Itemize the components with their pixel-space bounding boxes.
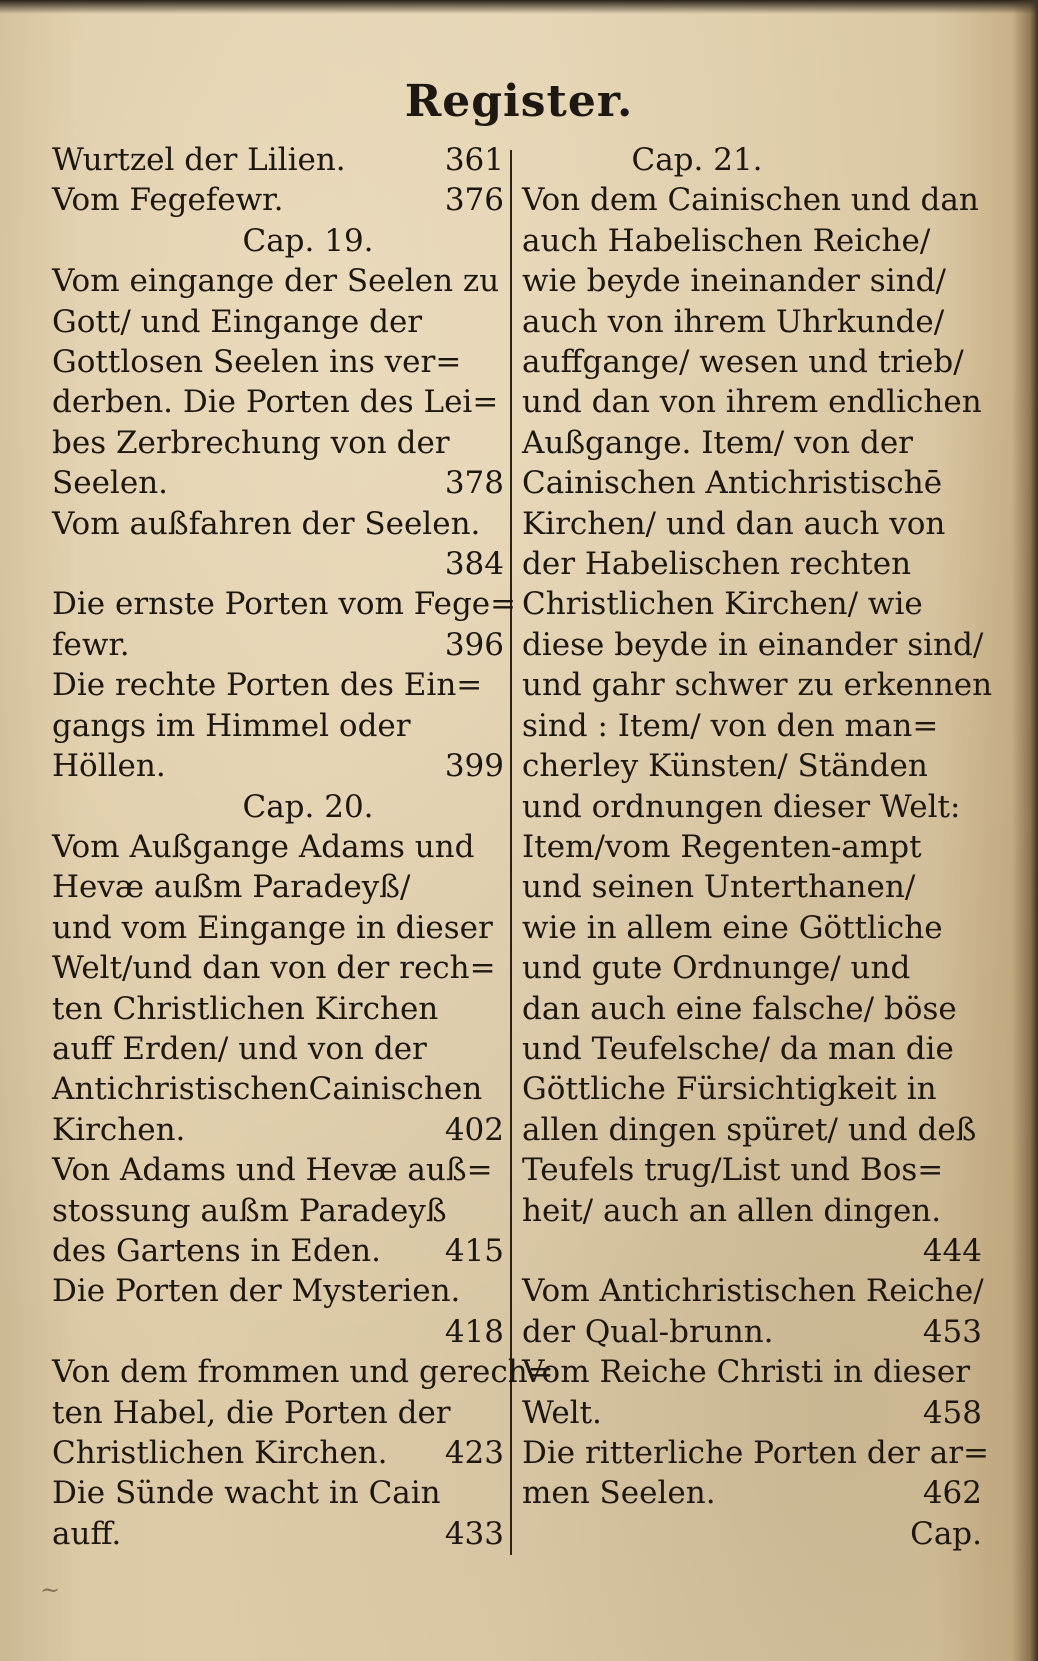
- entry-text: men Seelen.: [522, 1475, 716, 1512]
- entry-text: ten Habel, die Porten der: [52, 1394, 451, 1431]
- page-number: 462: [922, 1475, 982, 1512]
- entry-text: auch von ihrem Uhrkunde/: [522, 303, 945, 340]
- page-header: Register.: [404, 76, 634, 127]
- register-entry: [52, 584, 517, 665]
- entry-text: Kirchen.: [52, 1111, 186, 1148]
- page-number: 399: [444, 748, 504, 785]
- entry-text: Höllen.: [52, 748, 166, 785]
- entry-text: AntichristischenCainischen: [52, 1071, 483, 1108]
- register-entry: [52, 180, 504, 220]
- page-edge-shadow: [0, 0, 1038, 14]
- entry-line: [522, 584, 982, 624]
- entry-text: cherley Künsten/ Ständen: [522, 748, 928, 785]
- entry-text: Die rechte Porten des Ein=: [52, 667, 483, 704]
- entry-text: Die Porten der Mysterien.: [52, 1273, 461, 1310]
- entry-line: [52, 302, 504, 342]
- page-number: 361: [444, 142, 504, 178]
- entry-line: [522, 423, 982, 463]
- entry-line: [522, 908, 982, 948]
- entry-text: Vom Fegefewr.: [52, 182, 284, 219]
- entry-line: [52, 706, 504, 746]
- entry-text: Christlichen Kirchen/ wie: [522, 586, 923, 623]
- entry-line: [522, 1191, 982, 1231]
- entry-text: der Qual-brunn.: [522, 1313, 774, 1350]
- entry-line: [52, 1271, 504, 1311]
- entry-line: [52, 463, 504, 503]
- column-divider: [510, 150, 512, 1555]
- entry-line: [52, 1191, 504, 1231]
- entry-text: und dan von ihrem endlichen: [522, 384, 982, 421]
- entry-text: gangs im Himmel oder: [52, 707, 411, 744]
- register-entry: [522, 180, 993, 1271]
- entry-text: stossung außm Paradeyß: [52, 1192, 447, 1229]
- entry-text: allen dingen spüret/ und deß: [522, 1111, 977, 1148]
- entry-text: heit/ auch an allen dingen.: [522, 1192, 942, 1229]
- entry-line: [52, 1029, 504, 1069]
- entry-text: Wurtzel der Lilien.: [52, 142, 346, 178]
- entry-text: auff.: [52, 1515, 122, 1552]
- entry-line: [522, 1352, 982, 1392]
- entry-line: [52, 342, 504, 382]
- page-number: 433: [444, 1515, 504, 1552]
- entry-line: [522, 1150, 982, 1190]
- entry-line: [522, 302, 982, 342]
- page-number-line: [92, 544, 504, 584]
- entry-text: Die ernste Porten vom Fege=: [52, 586, 517, 623]
- register-entry: [52, 665, 504, 786]
- entry-line: [52, 665, 504, 705]
- entry-text: Die ritterliche Porten der ar=: [522, 1435, 989, 1471]
- chapter-heading: Cap. 19.: [242, 222, 374, 259]
- register-entry: [52, 1352, 554, 1473]
- entry-line: [52, 827, 504, 867]
- entry-line: [522, 1393, 982, 1433]
- entry-text: Die Sünde wacht in Cain: [52, 1475, 441, 1512]
- entry-line: [522, 221, 982, 261]
- entry-text: Seelen.: [52, 465, 169, 502]
- page-number: 402: [444, 1111, 504, 1148]
- register-entry: [52, 827, 504, 1150]
- entry-text: auch Habelischen Reiche/: [522, 222, 931, 259]
- entry-line: [52, 180, 504, 220]
- page-number: 423: [444, 1435, 504, 1471]
- entry-text: diese beyde in einander sind/: [522, 626, 984, 663]
- entry-text: derben. Die Porten des Lei=: [52, 384, 499, 421]
- register-entry: [522, 1271, 982, 1352]
- entry-text: und Teufelsche/ da man die: [522, 1030, 954, 1067]
- entry-line: [522, 1271, 984, 1311]
- entry-line: [522, 1473, 982, 1513]
- entry-text: auffgange/ wesen und trieb/: [522, 344, 964, 381]
- entry-text: wie in allem eine Göttliche: [522, 909, 943, 946]
- catchword: Cap.: [910, 1515, 982, 1552]
- register-entry: [52, 261, 504, 503]
- entry-text: und ordnungen dieser Welt:: [522, 788, 961, 825]
- entry-line: [522, 504, 982, 544]
- entry-line: [522, 867, 982, 907]
- entry-line: [52, 1231, 504, 1271]
- entry-text: Gott/ und Eingange der: [52, 303, 423, 340]
- entry-text: Vom Reiche Christi in dieser: [522, 1354, 971, 1391]
- entry-line: [52, 1393, 504, 1433]
- entry-line: [522, 827, 982, 867]
- entry-text: Welt.: [522, 1394, 602, 1431]
- register-entry: [52, 1150, 504, 1271]
- entry-line: [522, 180, 982, 220]
- right-column: [522, 140, 993, 1554]
- entry-text: Vom Antichristischen Reiche/: [522, 1273, 984, 1310]
- entry-line: [52, 382, 504, 422]
- page-number: 384: [444, 546, 504, 583]
- entry-line: [52, 1069, 504, 1109]
- entry-text: und gute Ordnunge/ und: [522, 950, 911, 987]
- entry-line: [52, 1110, 504, 1150]
- entry-text: Vom eingange der Seelen zu: [52, 263, 500, 300]
- entry-text: Item/vom Regenten-ampt: [522, 828, 922, 865]
- entry-line: [522, 948, 982, 988]
- entry-line: [52, 746, 504, 786]
- entry-line: [52, 504, 504, 544]
- entry-text: und vom Eingange in dieser: [52, 909, 493, 946]
- entry-line: [522, 342, 982, 382]
- page-number-line: [92, 1312, 504, 1352]
- chapter-heading: Cap. 21.: [631, 142, 763, 178]
- entry-line: [52, 948, 504, 988]
- entry-line: [522, 787, 982, 827]
- entry-text: Von dem Cainischen und dan: [522, 182, 979, 219]
- entry-line: [522, 1433, 989, 1473]
- entry-text: der Habelischen rechten: [522, 546, 912, 583]
- page-number: 444: [922, 1232, 982, 1269]
- page-number: 415: [444, 1232, 504, 1269]
- entry-line: [52, 261, 504, 301]
- entry-text: Von dem frommen und gerech=: [52, 1354, 554, 1391]
- entry-text: Welt/und dan von der rech=: [52, 950, 496, 987]
- entry-line: [52, 625, 504, 665]
- entry-line: [522, 1312, 982, 1352]
- left-column: [52, 140, 554, 1554]
- entry-line: [52, 867, 504, 907]
- entry-text: Cainischen Antichristischē: [522, 465, 943, 502]
- entry-text: Göttliche Fürsichtigkeit in: [522, 1071, 937, 1108]
- entry-text: wie beyde ineinander sind/: [522, 263, 946, 300]
- entry-line: [522, 261, 982, 301]
- gutter-shadow: [1012, 0, 1038, 1661]
- entry-text: Hevæ außm Paradeyß/: [52, 869, 411, 906]
- page-number-line: [562, 1231, 982, 1271]
- page-number: 396: [444, 626, 504, 663]
- entry-text: Außgange. Item/ von der: [522, 424, 913, 461]
- entry-line: [522, 665, 993, 705]
- entry-line: [52, 908, 504, 948]
- entry-line: [52, 989, 504, 1029]
- entry-text: auff Erden/ und von der: [52, 1030, 427, 1067]
- entry-text: Vom außfahren der Seelen.: [52, 505, 481, 542]
- entry-text: und gahr schwer zu erkennen: [522, 667, 993, 704]
- register-entry: [52, 140, 504, 180]
- entry-text: Vom Außgange Adams und: [52, 828, 475, 865]
- register-entry: [52, 1271, 504, 1352]
- entry-line: [52, 584, 517, 624]
- entry-text: Kirchen/ und dan auch von: [522, 505, 946, 542]
- page-number: 453: [922, 1313, 982, 1350]
- entry-line: [522, 544, 982, 584]
- entry-line: [522, 1069, 982, 1109]
- entry-line: [522, 625, 984, 665]
- entry-line: [52, 1352, 554, 1392]
- chapter-heading: Cap. 20.: [242, 788, 374, 825]
- entry-line: [52, 1473, 504, 1513]
- entry-line: [52, 1433, 504, 1473]
- entry-line: [522, 746, 982, 786]
- register-entry: [522, 1433, 989, 1514]
- entry-text: Christlichen Kirchen.: [52, 1435, 388, 1471]
- entry-text: bes Zerbrechung von der: [52, 424, 450, 461]
- entry-line: [52, 423, 504, 463]
- entry-line: [52, 1514, 504, 1554]
- page-number: 458: [922, 1394, 982, 1431]
- entry-line: [522, 989, 982, 1029]
- entry-text: Von Adams und Hevæ auß=: [52, 1152, 493, 1189]
- entry-text: Gottlosen Seelen ins ver=: [52, 344, 462, 381]
- entry-line: [52, 140, 504, 180]
- entry-text: Teufels trug/List und Bos=: [522, 1152, 944, 1189]
- page-number: 378: [444, 465, 504, 502]
- ink-smudge: ~: [40, 1576, 61, 1604]
- entry-text: sind : Item/ von den man=: [522, 707, 939, 744]
- register-entry: [52, 504, 504, 585]
- entry-text: dan auch eine falsche/ böse: [522, 990, 957, 1027]
- register-entry: [52, 1473, 504, 1554]
- entry-text: und seinen Unterthanen/: [522, 869, 916, 906]
- entry-text: ten Christlichen Kirchen: [52, 990, 439, 1027]
- entry-line: [522, 463, 982, 503]
- page-number: 418: [444, 1313, 504, 1350]
- entry-line: [52, 1150, 504, 1190]
- entry-line: [522, 1110, 982, 1150]
- page-number: 376: [444, 182, 504, 219]
- entry-line: [522, 706, 982, 746]
- entry-text: des Gartens in Eden.: [52, 1232, 381, 1269]
- register-entry: [522, 1352, 982, 1433]
- entry-text: fewr.: [52, 626, 130, 663]
- entry-line: [522, 1029, 982, 1069]
- entry-line: [522, 382, 982, 422]
